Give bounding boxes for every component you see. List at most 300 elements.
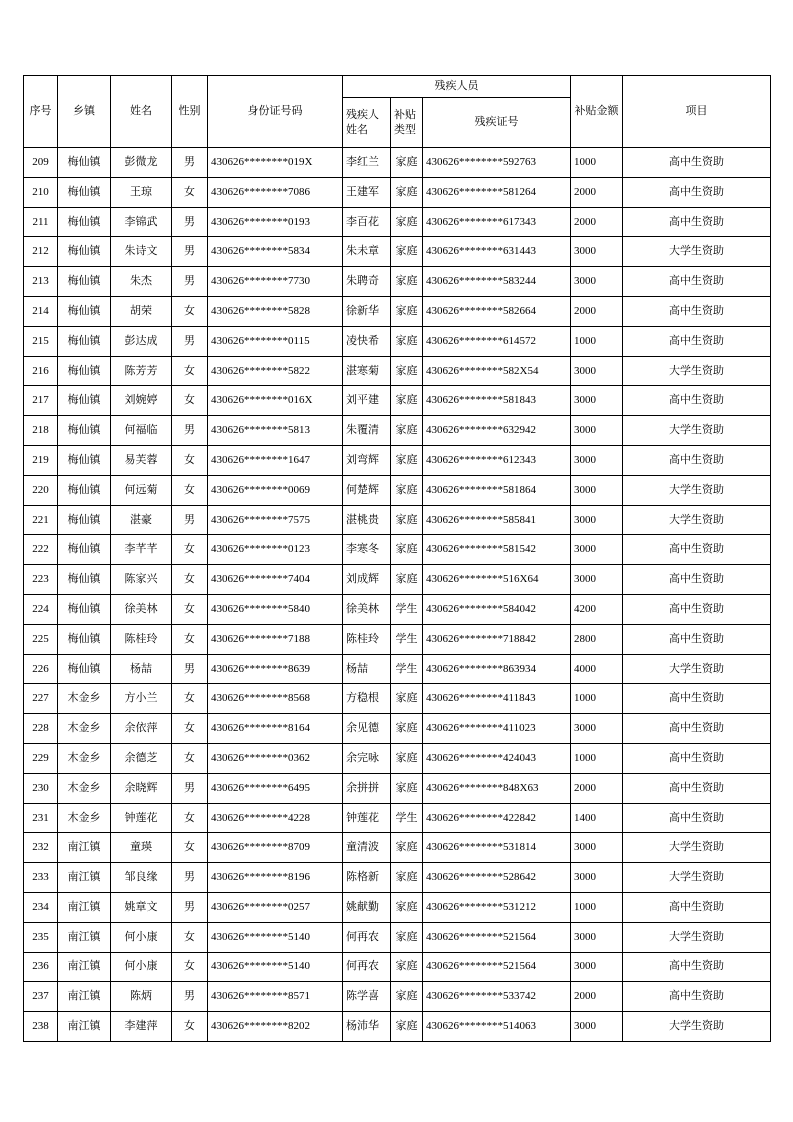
table-row	[24, 922, 771, 952]
cell-project: 大学生资助	[623, 505, 771, 535]
cell-township: 南江镇	[58, 952, 111, 982]
cell-disability-cert: 430626********614572	[423, 326, 571, 356]
cell-subsidy-type: 家庭	[391, 833, 423, 863]
cell-township: 梅仙镇	[58, 267, 111, 297]
cell-disability-cert: 430626********533742	[423, 982, 571, 1012]
cell-subsidy-type: 家庭	[391, 863, 423, 893]
table-row	[24, 773, 771, 803]
cell-disabled-name: 李百花	[343, 207, 391, 237]
cell-disabled-name: 王建军	[343, 177, 391, 207]
table-row	[24, 296, 771, 326]
header-project: 项目	[623, 76, 771, 148]
cell-subsidy-amount: 3000	[571, 565, 623, 595]
table-row	[24, 535, 771, 565]
cell-disability-cert: 430626********516X64	[423, 565, 571, 595]
table-row	[24, 177, 771, 207]
cell-name: 陈家兴	[111, 565, 172, 595]
cell-disability-cert: 430626********521564	[423, 922, 571, 952]
cell-name: 邹良缘	[111, 863, 172, 893]
cell-disabled-name: 何楚辉	[343, 475, 391, 505]
cell-subsidy-amount: 3000	[571, 445, 623, 475]
cell-gender: 男	[172, 892, 208, 922]
cell-subsidy-amount: 1000	[571, 326, 623, 356]
cell-subsidy-type: 家庭	[391, 267, 423, 297]
cell-name: 湛豪	[111, 505, 172, 535]
table-row	[24, 654, 771, 684]
cell-id-number: 430626********8164	[208, 714, 343, 744]
cell-disabled-name: 徐新华	[343, 296, 391, 326]
cell-gender: 女	[172, 1012, 208, 1042]
cell-disability-cert: 430626********514063	[423, 1012, 571, 1042]
header-disabled-name: 残疾人姓名	[343, 98, 391, 148]
cell-seq: 228	[24, 714, 58, 744]
cell-name: 朱诗文	[111, 237, 172, 267]
cell-gender: 女	[172, 475, 208, 505]
table-row	[24, 237, 771, 267]
table-row	[24, 952, 771, 982]
cell-gender: 女	[172, 833, 208, 863]
cell-name: 陈桂玲	[111, 624, 172, 654]
cell-subsidy-amount: 2800	[571, 624, 623, 654]
cell-seq: 212	[24, 237, 58, 267]
cell-project: 高中生资助	[623, 267, 771, 297]
cell-disabled-name: 方稳根	[343, 684, 391, 714]
cell-subsidy-type: 家庭	[391, 743, 423, 773]
cell-project: 高中生资助	[623, 982, 771, 1012]
header-seq: 序号	[24, 76, 58, 148]
cell-subsidy-amount: 3000	[571, 714, 623, 744]
table-row	[24, 475, 771, 505]
cell-name: 陈炳	[111, 982, 172, 1012]
header-subsidy-type: 补贴类型	[391, 98, 423, 148]
table-row	[24, 714, 771, 744]
cell-gender: 女	[172, 565, 208, 595]
cell-id-number: 430626********7404	[208, 565, 343, 595]
cell-seq: 209	[24, 148, 58, 178]
header-gender: 性别	[172, 76, 208, 148]
cell-disability-cert: 430626********631443	[423, 237, 571, 267]
cell-township: 梅仙镇	[58, 237, 111, 267]
cell-subsidy-type: 家庭	[391, 1012, 423, 1042]
cell-subsidy-type: 家庭	[391, 535, 423, 565]
cell-id-number: 430626********019X	[208, 148, 343, 178]
cell-name: 李芊芊	[111, 535, 172, 565]
cell-gender: 女	[172, 535, 208, 565]
table-row	[24, 833, 771, 863]
table-row	[24, 892, 771, 922]
cell-township: 梅仙镇	[58, 624, 111, 654]
cell-subsidy-type: 家庭	[391, 684, 423, 714]
cell-disability-cert: 430626********863934	[423, 654, 571, 684]
cell-subsidy-type: 家庭	[391, 386, 423, 416]
cell-subsidy-amount: 2000	[571, 773, 623, 803]
cell-seq: 238	[24, 1012, 58, 1042]
cell-township: 梅仙镇	[58, 445, 111, 475]
cell-disabled-name: 刘弯辉	[343, 445, 391, 475]
cell-name: 陈芳芳	[111, 356, 172, 386]
cell-township: 木金乡	[58, 714, 111, 744]
cell-subsidy-type: 家庭	[391, 445, 423, 475]
cell-id-number: 430626********4228	[208, 803, 343, 833]
cell-id-number: 430626********8639	[208, 654, 343, 684]
cell-township: 木金乡	[58, 803, 111, 833]
cell-township: 南江镇	[58, 833, 111, 863]
cell-project: 高中生资助	[623, 148, 771, 178]
cell-name: 徐美林	[111, 594, 172, 624]
cell-township: 梅仙镇	[58, 296, 111, 326]
cell-township: 梅仙镇	[58, 177, 111, 207]
cell-disability-cert: 430626********584042	[423, 594, 571, 624]
cell-disabled-name: 陈学喜	[343, 982, 391, 1012]
cell-name: 余晓辉	[111, 773, 172, 803]
cell-seq: 214	[24, 296, 58, 326]
header-id-number: 身份证号码	[208, 76, 343, 148]
cell-disabled-name: 童清波	[343, 833, 391, 863]
cell-subsidy-type: 家庭	[391, 326, 423, 356]
cell-subsidy-amount: 3000	[571, 535, 623, 565]
cell-gender: 男	[172, 237, 208, 267]
cell-subsidy-type: 家庭	[391, 714, 423, 744]
cell-subsidy-type: 家庭	[391, 237, 423, 267]
cell-subsidy-type: 家庭	[391, 952, 423, 982]
cell-project: 高中生资助	[623, 743, 771, 773]
cell-township: 梅仙镇	[58, 654, 111, 684]
cell-project: 大学生资助	[623, 922, 771, 952]
header-subsidy-amount: 补贴金额	[571, 76, 623, 148]
cell-subsidy-amount: 2000	[571, 296, 623, 326]
cell-project: 大学生资助	[623, 475, 771, 505]
cell-subsidy-type: 家庭	[391, 296, 423, 326]
cell-name: 钟莲花	[111, 803, 172, 833]
cell-seq: 224	[24, 594, 58, 624]
cell-name: 杨喆	[111, 654, 172, 684]
cell-disabled-name: 湛桃贵	[343, 505, 391, 535]
cell-gender: 女	[172, 952, 208, 982]
cell-project: 大学生资助	[623, 654, 771, 684]
cell-subsidy-type: 家庭	[391, 207, 423, 237]
cell-disabled-name: 湛寒菊	[343, 356, 391, 386]
cell-subsidy-type: 学生	[391, 803, 423, 833]
cell-name: 李锦武	[111, 207, 172, 237]
cell-seq: 225	[24, 624, 58, 654]
cell-id-number: 430626********5140	[208, 922, 343, 952]
cell-seq: 232	[24, 833, 58, 863]
cell-gender: 男	[172, 148, 208, 178]
table-row	[24, 148, 771, 178]
cell-project: 高中生资助	[623, 624, 771, 654]
cell-subsidy-type: 家庭	[391, 892, 423, 922]
cell-subsidy-amount: 3000	[571, 386, 623, 416]
cell-township: 南江镇	[58, 863, 111, 893]
cell-township: 梅仙镇	[58, 416, 111, 446]
cell-subsidy-type: 家庭	[391, 982, 423, 1012]
cell-id-number: 430626********5822	[208, 356, 343, 386]
cell-gender: 男	[172, 416, 208, 446]
cell-subsidy-type: 家庭	[391, 565, 423, 595]
cell-project: 大学生资助	[623, 863, 771, 893]
cell-disability-cert: 430626********581264	[423, 177, 571, 207]
cell-seq: 210	[24, 177, 58, 207]
cell-gender: 男	[172, 863, 208, 893]
cell-subsidy-amount: 3000	[571, 1012, 623, 1042]
cell-project: 大学生资助	[623, 237, 771, 267]
cell-subsidy-type: 家庭	[391, 177, 423, 207]
cell-subsidy-type: 家庭	[391, 505, 423, 535]
cell-township: 梅仙镇	[58, 594, 111, 624]
cell-name: 彭微龙	[111, 148, 172, 178]
cell-name: 李建萍	[111, 1012, 172, 1042]
cell-disabled-name: 余完咏	[343, 743, 391, 773]
cell-project: 高中生资助	[623, 296, 771, 326]
cell-name: 何福临	[111, 416, 172, 446]
cell-project: 高中生资助	[623, 535, 771, 565]
cell-project: 高中生资助	[623, 684, 771, 714]
cell-project: 大学生资助	[623, 833, 771, 863]
cell-seq: 226	[24, 654, 58, 684]
cell-disability-cert: 430626********581542	[423, 535, 571, 565]
cell-project: 大学生资助	[623, 356, 771, 386]
cell-subsidy-amount: 1000	[571, 892, 623, 922]
cell-township: 梅仙镇	[58, 475, 111, 505]
header-row-top	[24, 76, 771, 98]
table-row	[24, 684, 771, 714]
table-row	[24, 803, 771, 833]
cell-disabled-name: 朱聘奇	[343, 267, 391, 297]
table-row	[24, 386, 771, 416]
cell-subsidy-amount: 3000	[571, 475, 623, 505]
cell-seq: 227	[24, 684, 58, 714]
cell-disabled-name: 余见德	[343, 714, 391, 744]
cell-disabled-name: 凌快希	[343, 326, 391, 356]
table-row	[24, 356, 771, 386]
cell-disabled-name: 余拼拼	[343, 773, 391, 803]
cell-subsidy-type: 家庭	[391, 148, 423, 178]
cell-disabled-name: 陈桂玲	[343, 624, 391, 654]
cell-name: 易芙蓉	[111, 445, 172, 475]
cell-gender: 男	[172, 654, 208, 684]
cell-subsidy-amount: 1000	[571, 684, 623, 714]
cell-gender: 女	[172, 445, 208, 475]
cell-subsidy-type: 家庭	[391, 773, 423, 803]
cell-id-number: 430626********0123	[208, 535, 343, 565]
cell-id-number: 430626********7575	[208, 505, 343, 535]
cell-id-number: 430626********5834	[208, 237, 343, 267]
cell-disabled-name: 刘成辉	[343, 565, 391, 595]
cell-name: 方小兰	[111, 684, 172, 714]
cell-id-number: 430626********7188	[208, 624, 343, 654]
cell-seq: 237	[24, 982, 58, 1012]
cell-seq: 217	[24, 386, 58, 416]
table-row	[24, 565, 771, 595]
cell-disability-cert: 430626********521564	[423, 952, 571, 982]
header-name: 姓名	[111, 76, 172, 148]
cell-disabled-name: 何再农	[343, 952, 391, 982]
cell-name: 余依萍	[111, 714, 172, 744]
cell-disability-cert: 430626********718842	[423, 624, 571, 654]
cell-project: 高中生资助	[623, 207, 771, 237]
cell-project: 高中生资助	[623, 773, 771, 803]
cell-gender: 女	[172, 296, 208, 326]
cell-project: 高中生资助	[623, 177, 771, 207]
cell-name: 童瑛	[111, 833, 172, 863]
cell-seq: 220	[24, 475, 58, 505]
table-body	[24, 148, 771, 1042]
cell-subsidy-amount: 3000	[571, 922, 623, 952]
cell-id-number: 430626********0193	[208, 207, 343, 237]
cell-project: 高中生资助	[623, 326, 771, 356]
cell-disability-cert: 430626********581864	[423, 475, 571, 505]
cell-seq: 218	[24, 416, 58, 446]
cell-project: 高中生资助	[623, 892, 771, 922]
cell-subsidy-amount: 1000	[571, 148, 623, 178]
cell-subsidy-amount: 3000	[571, 416, 623, 446]
cell-gender: 男	[172, 326, 208, 356]
cell-gender: 女	[172, 743, 208, 773]
cell-disabled-name: 杨喆	[343, 654, 391, 684]
cell-id-number: 430626********8709	[208, 833, 343, 863]
cell-disability-cert: 430626********592763	[423, 148, 571, 178]
cell-id-number: 430626********016X	[208, 386, 343, 416]
table-row	[24, 982, 771, 1012]
cell-township: 南江镇	[58, 1012, 111, 1042]
cell-name: 朱杰	[111, 267, 172, 297]
cell-seq: 216	[24, 356, 58, 386]
cell-township: 南江镇	[58, 982, 111, 1012]
cell-gender: 女	[172, 594, 208, 624]
cell-subsidy-amount: 3000	[571, 505, 623, 535]
cell-id-number: 430626********6495	[208, 773, 343, 803]
cell-subsidy-amount: 4000	[571, 654, 623, 684]
cell-township: 梅仙镇	[58, 535, 111, 565]
cell-seq: 234	[24, 892, 58, 922]
cell-name: 彭达成	[111, 326, 172, 356]
cell-project: 高中生资助	[623, 565, 771, 595]
cell-disabled-name: 杨沛华	[343, 1012, 391, 1042]
cell-gender: 女	[172, 922, 208, 952]
cell-gender: 女	[172, 803, 208, 833]
table-row	[24, 1012, 771, 1042]
cell-id-number: 430626********1647	[208, 445, 343, 475]
cell-subsidy-amount: 1000	[571, 743, 623, 773]
cell-id-number: 430626********5828	[208, 296, 343, 326]
cell-disabled-name: 姚献勤	[343, 892, 391, 922]
cell-id-number: 430626********5140	[208, 952, 343, 982]
table-row	[24, 743, 771, 773]
cell-id-number: 430626********7086	[208, 177, 343, 207]
cell-disabled-name: 陈格新	[343, 863, 391, 893]
cell-project: 大学生资助	[623, 416, 771, 446]
table-row	[24, 326, 771, 356]
cell-seq: 235	[24, 922, 58, 952]
cell-project: 高中生资助	[623, 445, 771, 475]
cell-gender: 女	[172, 714, 208, 744]
cell-disability-cert: 430626********411843	[423, 684, 571, 714]
cell-subsidy-amount: 3000	[571, 237, 623, 267]
cell-township: 梅仙镇	[58, 207, 111, 237]
cell-name: 余德芝	[111, 743, 172, 773]
cell-subsidy-type: 学生	[391, 654, 423, 684]
cell-subsidy-type: 家庭	[391, 356, 423, 386]
cell-name: 胡荣	[111, 296, 172, 326]
cell-township: 南江镇	[58, 892, 111, 922]
cell-disability-cert: 430626********632942	[423, 416, 571, 446]
cell-disabled-name: 朱覆清	[343, 416, 391, 446]
cell-disabled-name: 徐美林	[343, 594, 391, 624]
table-row	[24, 416, 771, 446]
cell-gender: 女	[172, 624, 208, 654]
cell-disability-cert: 430626********581843	[423, 386, 571, 416]
cell-project: 高中生资助	[623, 952, 771, 982]
cell-name: 刘婉婷	[111, 386, 172, 416]
cell-id-number: 430626********7730	[208, 267, 343, 297]
header-disability-cert: 残疾证号	[423, 98, 571, 148]
cell-gender: 男	[172, 773, 208, 803]
cell-township: 梅仙镇	[58, 326, 111, 356]
cell-gender: 女	[172, 177, 208, 207]
cell-seq: 221	[24, 505, 58, 535]
cell-id-number: 430626********8202	[208, 1012, 343, 1042]
cell-disabled-name: 李寒冬	[343, 535, 391, 565]
cell-id-number: 430626********0069	[208, 475, 343, 505]
cell-disabled-name: 何再农	[343, 922, 391, 952]
cell-id-number: 430626********8568	[208, 684, 343, 714]
cell-disability-cert: 430626********424043	[423, 743, 571, 773]
cell-id-number: 430626********0257	[208, 892, 343, 922]
cell-project: 高中生资助	[623, 803, 771, 833]
cell-seq: 233	[24, 863, 58, 893]
cell-disability-cert: 430626********582X54	[423, 356, 571, 386]
cell-subsidy-amount: 2000	[571, 207, 623, 237]
cell-disability-cert: 430626********585841	[423, 505, 571, 535]
header-disabled-group: 残疾人员	[343, 76, 571, 98]
cell-disability-cert: 430626********422842	[423, 803, 571, 833]
cell-township: 梅仙镇	[58, 386, 111, 416]
cell-disabled-name: 朱未章	[343, 237, 391, 267]
cell-subsidy-type: 学生	[391, 594, 423, 624]
cell-id-number: 430626********5813	[208, 416, 343, 446]
cell-seq: 231	[24, 803, 58, 833]
cell-disability-cert: 430626********531212	[423, 892, 571, 922]
cell-project: 高中生资助	[623, 714, 771, 744]
cell-disability-cert: 430626********583244	[423, 267, 571, 297]
cell-seq: 229	[24, 743, 58, 773]
cell-seq: 236	[24, 952, 58, 982]
cell-township: 南江镇	[58, 922, 111, 952]
table-row	[24, 863, 771, 893]
cell-seq: 211	[24, 207, 58, 237]
cell-subsidy-amount: 3000	[571, 356, 623, 386]
table-row	[24, 624, 771, 654]
cell-gender: 女	[172, 684, 208, 714]
cell-disability-cert: 430626********848X63	[423, 773, 571, 803]
table-row	[24, 505, 771, 535]
subsidy-table	[23, 75, 771, 1042]
cell-disability-cert: 430626********617343	[423, 207, 571, 237]
cell-gender: 女	[172, 356, 208, 386]
cell-subsidy-amount: 2000	[571, 982, 623, 1012]
cell-name: 何远菊	[111, 475, 172, 505]
cell-id-number: 430626********0115	[208, 326, 343, 356]
cell-id-number: 430626********8196	[208, 863, 343, 893]
header-township: 乡镇	[58, 76, 111, 148]
cell-seq: 222	[24, 535, 58, 565]
cell-gender: 男	[172, 267, 208, 297]
cell-disability-cert: 430626********411023	[423, 714, 571, 744]
cell-disability-cert: 430626********612343	[423, 445, 571, 475]
cell-project: 大学生资助	[623, 1012, 771, 1042]
cell-seq: 230	[24, 773, 58, 803]
cell-project: 高中生资助	[623, 386, 771, 416]
